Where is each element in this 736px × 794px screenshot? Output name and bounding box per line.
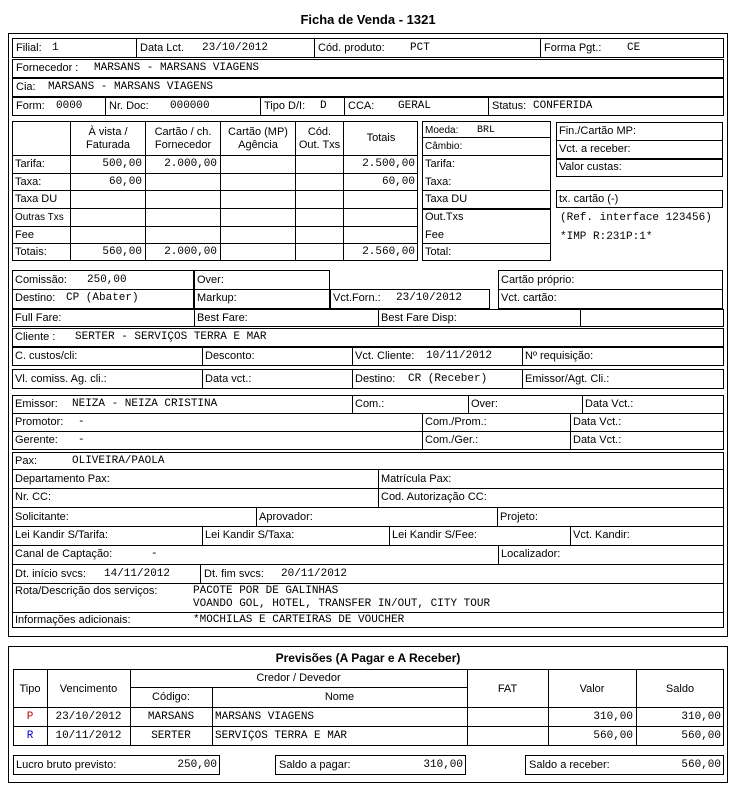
totais-total: 2.560,00 [362, 246, 415, 258]
row-label-taxa: Taxa: [15, 176, 42, 188]
cliente-value: SERTER - SERVIÇOS TERRA E MAR [75, 331, 267, 343]
moeda-taxa-label: Taxa: [425, 176, 452, 188]
cartao-proprio-label: Cartão próprio: [501, 274, 575, 286]
cca-label: CCA: [348, 100, 375, 112]
imp-code: *IMP R:231P:1* [560, 231, 653, 243]
moeda-out-txs-label: Out.Txs [425, 211, 464, 223]
row-label-tarifa: Tarifa: [15, 158, 45, 170]
tipo-value: D [320, 100, 327, 112]
col-codigo: Código: [152, 691, 190, 703]
col-cod-out: Cód. Out. Txs [298, 126, 341, 151]
cliente-destino-value: CR (Receber) [408, 373, 488, 385]
requisicao-label: Nº requisição: [525, 350, 594, 362]
nr-doc-value: 000000 [170, 100, 210, 112]
cliente-destino-label: Destino: [355, 373, 396, 385]
col-avista: À vista / Faturada [85, 126, 131, 151]
tipo-p: P [26, 711, 34, 723]
matricula-label: Matrícula Pax: [381, 473, 452, 485]
saldo-r: 560,00 [681, 730, 721, 742]
departamento-label: Departamento Pax: [15, 473, 110, 485]
saldo-receber-value: 560,00 [681, 759, 721, 771]
moeda-value: BRL [477, 125, 496, 136]
emissor-com-label: Com.: [355, 398, 385, 410]
saldo-pagar-label: Saldo a pagar: [279, 759, 351, 771]
data-lct-value: 23/10/2012 [202, 42, 269, 54]
vct-receber-label: Vct. a receber: [559, 143, 631, 155]
row-label-fee: Fee [15, 229, 34, 241]
nome-p: MARSANS VIAGENS [215, 711, 315, 723]
info-label: Informações adicionais: [15, 614, 131, 626]
promotor-label: Promotor: [15, 416, 64, 428]
canal-label: Canal de Captação: [15, 548, 113, 560]
vct-forn-label: Vct.Forn.: [333, 292, 381, 304]
col-vencimento: Vencimento [59, 683, 118, 695]
col-fat: FAT [497, 683, 518, 695]
projeto-label: Projeto: [500, 511, 538, 523]
forma-pgt-value: CE [627, 42, 641, 54]
comissao-label: Comissão: [15, 274, 67, 286]
vct-forn-value: 23/10/2012 [396, 292, 463, 304]
col-totais: Totais [366, 132, 396, 144]
cod-produto-label: Cód. produto: [318, 42, 385, 54]
nr-doc-label: Nr. Doc: [109, 100, 149, 112]
lucro-value: 250,00 [177, 759, 217, 771]
cod-autorizacao-label: Cod. Autorização CC: [381, 491, 487, 503]
col-tipo: Tipo [19, 683, 41, 695]
row-label-taxa-du: Taxa DU [15, 193, 58, 205]
solicitante-label: Solicitante: [15, 511, 69, 523]
col-nome: Nome [324, 691, 355, 703]
com-ger-label: Com./Ger.: [425, 434, 479, 446]
over-label: Over: [197, 274, 224, 286]
desconto-label: Desconto: [205, 350, 255, 362]
data-lct-label: Data Lct. [140, 42, 185, 54]
tipo-r: R [26, 730, 34, 742]
ref-interface: (Ref. interface 123456) [560, 212, 712, 224]
form-label: Form: [16, 100, 45, 112]
status-value: CONFERIDA [533, 100, 593, 112]
emissor-value: NEIZA - NEIZA CRISTINA [72, 398, 218, 410]
valor-p: 310,00 [593, 711, 633, 723]
dt-fim-label: Dt. fim svcs: [204, 568, 264, 580]
com-prom-label: Com./Prom.: [425, 416, 487, 428]
kandir-tarifa-label: Lei Kandir S/Tarifa: [15, 529, 108, 541]
gerente-value: - [78, 434, 85, 446]
row-label-totais: Totais: [15, 246, 47, 258]
col-credor: Credor / Devedor [256, 672, 341, 684]
full-fare-label: Full Fare: [15, 312, 62, 324]
cia-label: Cia: [16, 81, 36, 93]
totais-avista: 560,00 [102, 246, 142, 258]
cod-produto-value: PCT [410, 42, 430, 54]
cia-value: MARSANS - MARSANS VIAGENS [48, 81, 214, 93]
row-fares [12, 309, 724, 327]
status-label: Status: [492, 100, 527, 112]
info-value: *MOCHILAS E CARTEIRAS DE VOUCHER [193, 614, 405, 626]
vencimento-p: 23/10/2012 [55, 711, 122, 723]
dt-inicio-label: Dt. início svcs: [15, 568, 86, 580]
nr-cc-label: Nr. CC: [15, 491, 52, 503]
dt-fim-value: 20/11/2012 [281, 568, 348, 580]
canal-value: - [151, 548, 158, 560]
best-fare-disp-label: Best Fare Disp: [381, 312, 457, 324]
aprovador-label: Aprovador: [259, 511, 313, 523]
tarifa-avista: 500,00 [102, 158, 142, 170]
saldo-pagar-value: 310,00 [423, 759, 463, 771]
rota-line-2: VOANDO GOL, HOTEL, TRANSFER IN/OUT, CITY TOUR [193, 598, 491, 610]
vl-comiss-label: Vl. comiss. Ag. cli.: [15, 373, 107, 385]
form-value: 0000 [56, 100, 83, 112]
saldo-p: 310,00 [681, 711, 721, 723]
fornecedor-label: Fornecedor : [16, 62, 79, 74]
c-custos-label: C. custos/cli: [15, 350, 78, 362]
rota-label: Rota/Descrição dos serviços: [15, 585, 158, 597]
emissor-label: Emissor: [15, 398, 58, 410]
destino-value: CP (Abater) [66, 292, 139, 304]
promotor-data-vct-label: Data Vct.: [573, 416, 622, 428]
pax-value: OLIVEIRA/PAOLA [72, 455, 165, 467]
emissor-agt-label: Emissor/Agt. Cli.: [525, 373, 610, 385]
localizador-label: Localizador: [501, 548, 561, 560]
taxa-avista: 60,00 [108, 176, 142, 188]
kandir-fee-label: Lei Kandir S/Fee: [392, 529, 477, 541]
best-fare-label: Best Fare: [197, 312, 248, 324]
vct-cliente-value: 10/11/2012 [426, 350, 493, 362]
filial-value: 1 [52, 42, 59, 54]
codigo-r: SERTER [151, 730, 191, 742]
col-valor: Valor [579, 683, 605, 695]
col-cartao-mp: Cartão (MP) Agência [228, 126, 288, 151]
destino-label: Destino: [15, 292, 56, 304]
cca-value: GERAL [398, 100, 432, 112]
dt-inicio-value: 14/11/2012 [104, 568, 171, 580]
cambio-label: Câmbio: [425, 141, 463, 152]
vct-cliente-label: Vct. Cliente: [355, 350, 415, 362]
moeda-total-label: Total: [425, 246, 452, 258]
nome-r: SERVIÇOS TERRA E MAR [215, 730, 348, 742]
comissao-value: 250,00 [87, 274, 127, 286]
promotor-value: - [78, 416, 85, 428]
tarifa-total: 2.500,00 [362, 158, 415, 170]
data-vct-label: Data vct.: [205, 373, 252, 385]
fin-cartao-label: Fin./Cartão MP: [559, 125, 637, 137]
fornecedor-value: MARSANS - MARSANS VIAGENS [94, 62, 260, 74]
filial-label: Filial: [16, 42, 42, 54]
col-cartao-ch: Cartão / ch. Fornecedor [154, 126, 212, 151]
codigo-p: MARSANS [147, 711, 195, 723]
vct-cartao-label: Vct. cartão: [501, 292, 557, 304]
kandir-taxa-label: Lei Kandir S/Taxa: [205, 529, 295, 541]
moeda-tarifa-label: Tarifa: [425, 158, 455, 170]
previsoes-title: Previsões (A Pagar e A Receber) [275, 651, 461, 665]
totais-cartao: 2.000,00 [164, 246, 217, 258]
moeda-taxa-du-label: Taxa DU [425, 193, 468, 205]
lucro-label: Lucro bruto previsto: [16, 759, 117, 771]
moeda-label: Moeda: [425, 125, 459, 136]
emissor-data-vct-label: Data Vct.: [585, 398, 634, 410]
markup-label: Markup: [197, 292, 237, 304]
rota-line-1: PACOTE POR DE GALINHAS [193, 585, 339, 597]
moeda-fee-label: Fee [425, 229, 444, 241]
row-label-outras-txs: Outras Txs [15, 212, 64, 223]
valor-r: 560,00 [593, 730, 633, 742]
tarifa-cartao: 2.000,00 [164, 158, 217, 170]
gerente-label: Gerente: [15, 434, 58, 446]
tx-cartao-label: tx. cartão (-) [559, 193, 619, 205]
cliente-label: Cliente : [15, 331, 56, 343]
saldo-receber-label: Saldo a receber: [529, 759, 610, 771]
vencimento-r: 10/11/2012 [55, 730, 122, 742]
gerente-data-vct-label: Data Vct.: [573, 434, 622, 446]
valor-custas-label: Valor custas: [559, 161, 622, 173]
page-title: Ficha de Venda - 1321 [300, 12, 436, 27]
forma-pgt-label: Forma Pgt.: [544, 42, 602, 54]
tipo-label: Tipo D/I: [264, 100, 306, 112]
emissor-over-label: Over: [471, 398, 498, 410]
col-saldo: Saldo [665, 683, 695, 695]
pax-label: Pax: [15, 455, 38, 467]
vct-kandir-label: Vct. Kandir: [573, 529, 630, 541]
taxa-total: 60,00 [381, 176, 415, 188]
